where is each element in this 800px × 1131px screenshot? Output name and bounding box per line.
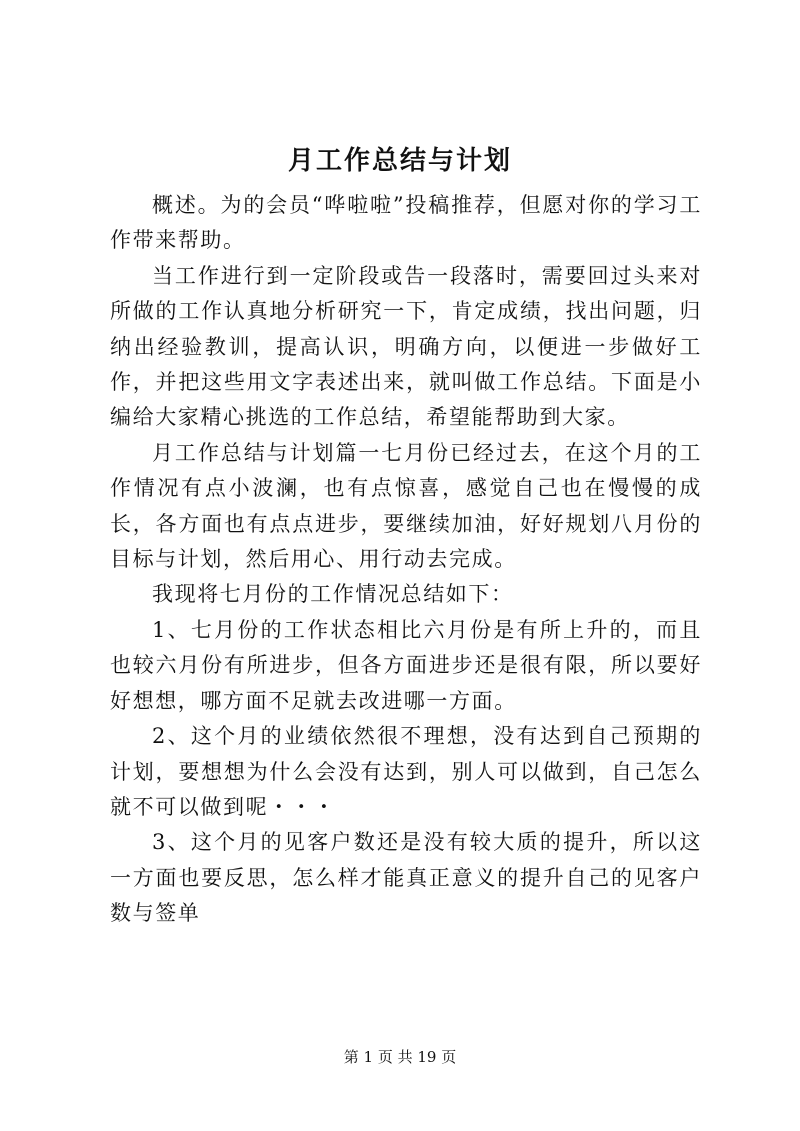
paragraph-list-intro: 我现将七月份的工作情况总结如下： <box>152 582 514 607</box>
paragraph-item-1: 1、七月份的工作状态相比六月份是有所上升的，而且也较六月份有所进步，但各方面进步还是很有限，所以要好好想想，哪方面不足就去改进哪一方面。 <box>110 617 702 713</box>
document-title: 月工作总结与计划 <box>287 146 512 176</box>
paragraph-intro: 当工作进行到一定阶段或告一段落时，需要回过头来对所做的工作认真地分析研究一下，肯定成绩，找出问题，归纳出经验教训，提高认识，明确方向，以便进一步做好工作，并把这些用文字表述出来，就叫做工作总结。下面是小编给大家精心挑选的工作总结，希望能帮助到大家。 <box>110 263 702 430</box>
paragraph-summary-start: 月工作总结与计划篇一七月份已经过去，在这个月的工作情况有点小波澜，也有点惊喜，感觉自己也在慢慢的成长，各方面也有点点进步，要继续加油，好好规划八月份的目标与计划，然后用心、用行动去完成。 <box>110 440 702 572</box>
paragraph-overview: 概述。为的会员“哗啦啦”投稿推荐，但愿对你的学习工作带来帮助。 <box>110 193 702 253</box>
paragraph-item-3: 3、这个月的见客户数还是没有较大质的提升，所以这一方面也要反思，怎么样才能真正意义的提升自己的见客户数与签单 <box>110 830 702 926</box>
page-footer: 第 1 页 共 19 页 <box>343 1048 457 1066</box>
document-body <box>110 188 702 932</box>
paragraph-item-2: 2、这个月的业绩依然很不理想，没有达到自己预期的计划，要想想为什么会没有达到，别人可以做到，自己怎么就不可以做到呢・・・ <box>110 724 702 819</box>
